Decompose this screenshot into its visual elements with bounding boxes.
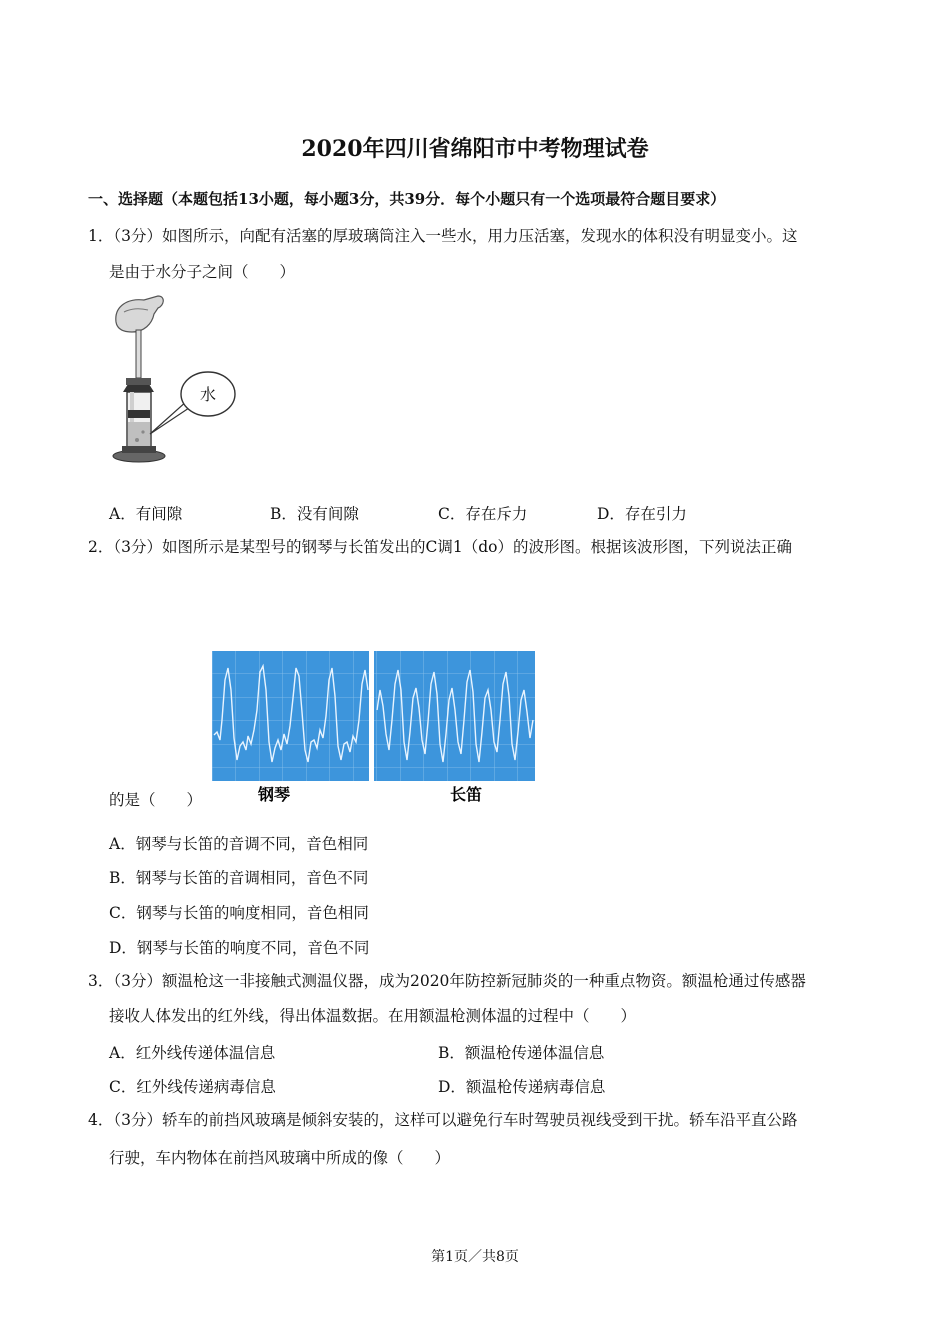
piston-cylinder-figure — [108, 292, 248, 470]
q2-option-c: C．钢琴与长笛的响度相同，音色相同 — [109, 904, 369, 922]
q2-option-b: B．钢琴与长笛的音调相同，音色不同 — [109, 869, 369, 887]
q3-option-d: D．额温枪传递病毒信息 — [438, 1078, 606, 1096]
q2-option-d: D．钢琴与长笛的响度不同，音色不同 — [109, 939, 370, 957]
wave-label-flute: 长笛 — [449, 785, 483, 804]
question-1-line-1: 1．（3分）如图所示，向配有活塞的厚玻璃筒注入一些水，用力压活塞，发现水的体积没有明显变小。这 — [88, 227, 798, 245]
q3-option-a: A．红外线传递体温信息 — [109, 1044, 276, 1062]
page-title: 2020年四川省绵阳市中考物理试卷 — [301, 136, 649, 162]
q2-option-a: A．钢琴与长笛的音调不同，音色相同 — [109, 835, 369, 853]
question-3-line-1: 3．（3分）额温枪这一非接触式测温仪器，成为2020年防控新冠肺炎的一种重点物资。额温枪通过传感器 — [88, 972, 806, 990]
question-4-line-2: 行驶，车内物体在前挡风玻璃中所成的像（ ） — [109, 1149, 451, 1167]
question-4-line-1: 4．（3分）轿车的前挡风玻璃是倾斜安装的，这样可以避免行车时驾驶员视线受到干扰。轿车沿平直公路 — [88, 1111, 798, 1129]
wave-label-piano: 钢琴 — [257, 785, 291, 804]
q1-option-b: B．没有间隙 — [270, 505, 359, 523]
section-heading: 一、选择题（本题包括13小题，每小题3分，共39分．每个小题只有一个选项最符合题目要求） — [88, 190, 726, 208]
q3-option-b: B．额温枪传递体温信息 — [438, 1044, 605, 1062]
question-2-line-2: 的是（ ） — [109, 791, 203, 809]
waveform-figure — [212, 650, 536, 808]
question-3-line-2: 接收人体发出的红外线，得出体温数据。在用额温枪测体温的过程中（ ） — [109, 1007, 637, 1025]
question-2-line-1: 2．（3分）如图所示是某型号的钢琴与长笛发出的C调1（do）的波形图。根据该波形图，下列说法正确 — [88, 538, 792, 556]
q3-option-c: C．红外线传递病毒信息 — [109, 1078, 276, 1096]
q1-option-a: A．有间隙 — [109, 505, 183, 523]
q1-option-c: C．存在斥力 — [438, 505, 528, 523]
figure-label-water: 水 — [199, 385, 217, 404]
question-1-line-2: 是由于水分子之间（ ） — [109, 263, 296, 281]
page-footer: 第1页／共8页 — [431, 1249, 519, 1265]
q1-option-d: D．存在引力 — [597, 505, 687, 523]
